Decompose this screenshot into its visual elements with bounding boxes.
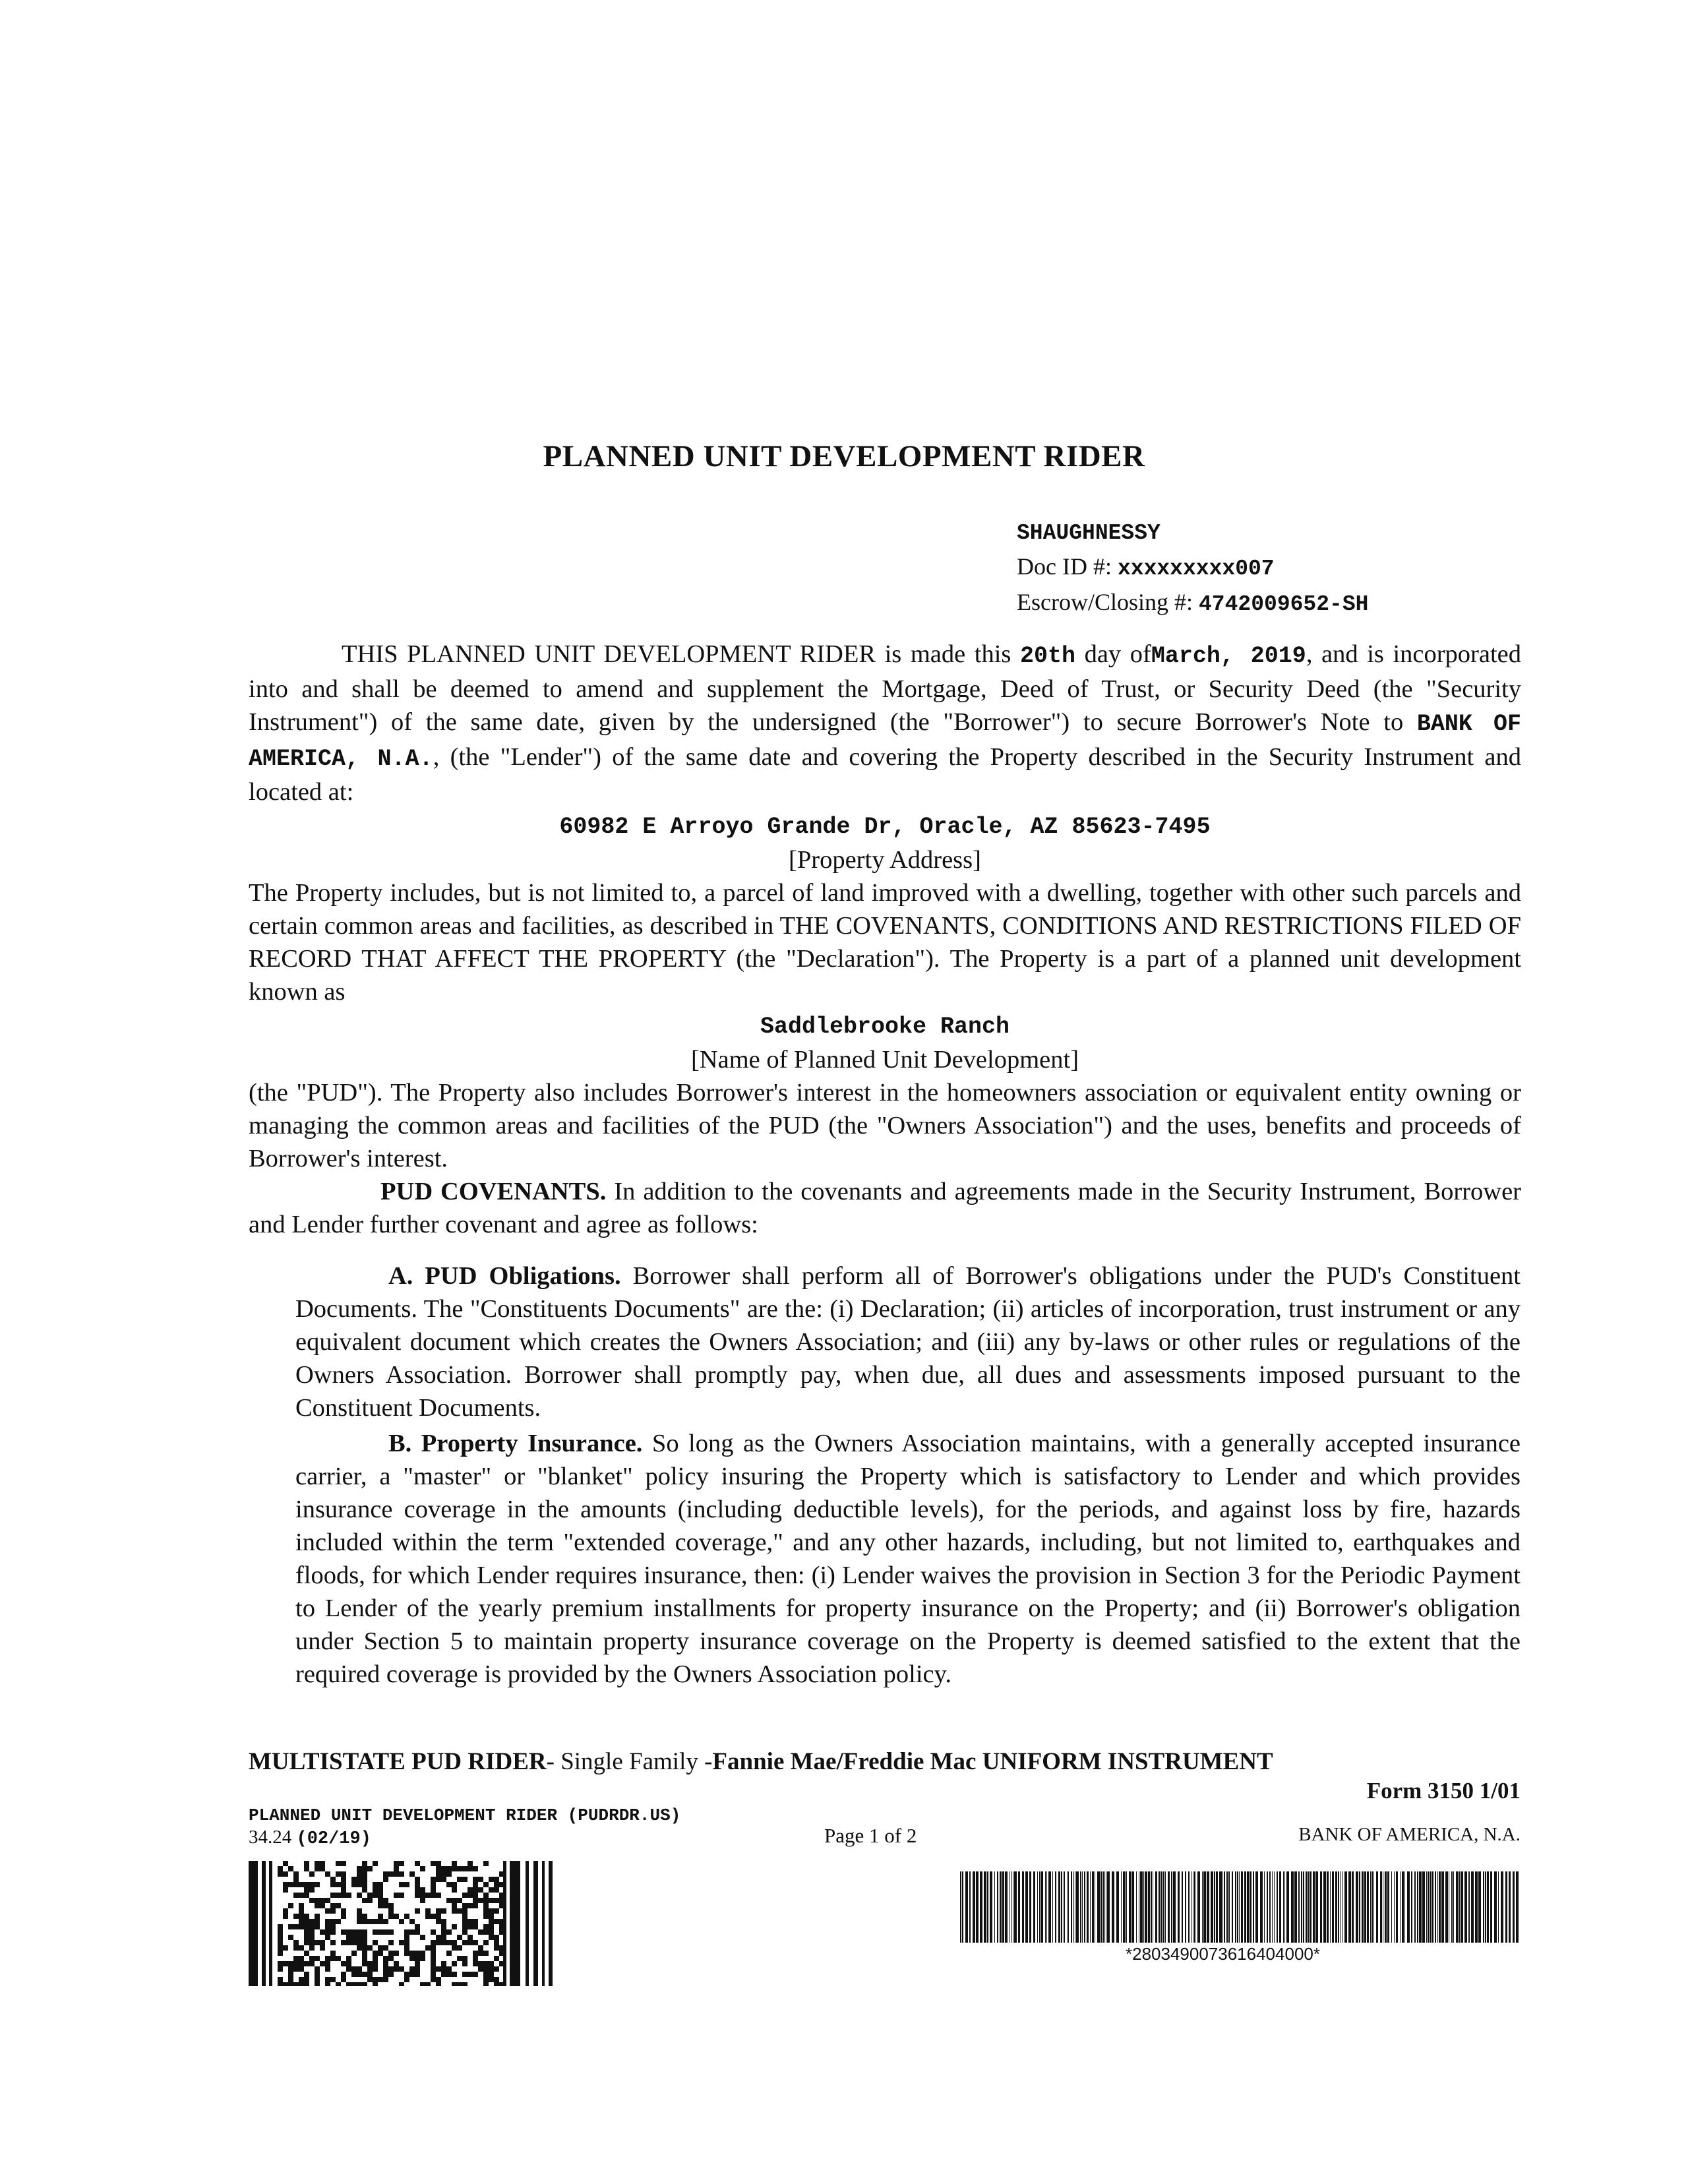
covenants-paragraph: PUD COVENANTS. In addition to the covenants and agreements made in the Security Instrument, Borrower and Lender further covenant and agree as follows: xyxy=(249,1178,1522,1238)
property-address: 60982 E Arroyo Grande Dr, Oracle, AZ 85623-7495 xyxy=(559,814,1211,840)
section-a-heading: A. PUD Obligations. xyxy=(388,1262,621,1290)
barcode-number: *2803490073616404000* xyxy=(1126,1944,1320,1964)
2d-barcode xyxy=(249,1861,555,1986)
escrow-label: Escrow/Closing #: xyxy=(1017,589,1193,615)
section-b-heading: B. Property Insurance. xyxy=(388,1430,643,1457)
borrower-name: SHAUGHNESSY xyxy=(1017,521,1160,545)
doc-id: xxxxxxxxx007 xyxy=(1117,557,1275,581)
rider-body xyxy=(249,638,1521,1241)
rider-month-year: March, 2019 xyxy=(1151,643,1306,669)
section-a: A. PUD Obligations. Borrower shall perform all of Borrower's obligations under the PUD's Constituent Documents. The "Constituents Documents" are the: (i) Declaration; (ii) articles of incorporation, trust instrument or any equivalent document which creates the Owners Association; and (iii) any by-laws or other rules or regulations of the Owners Association. Borrower shall promptly pay, when due, all dues and assessments imposed pursuant to the Constituent Documents. xyxy=(295,1262,1521,1422)
pud-paragraph: (the "PUD"). The Property also includes Borrower's interest in the homeowners association or equivalent entity owning or managing the common areas and facilities of the PUD (the "Owners Association") and the uses, benefits and proceeds of Borrower's interest. xyxy=(249,1079,1521,1172)
document-title: PLANNED UNIT DEVELOPMENT RIDER xyxy=(543,439,1145,473)
multistate-line: MULTISTATE PUD RIDER- Single Family -Fannie Mae/Freddie Mac UNIFORM INSTRUMENT xyxy=(249,1748,1273,1775)
document-header-block xyxy=(1017,514,1368,621)
intro-paragraph: THIS PLANNED UNIT DEVELOPMENT RIDER is made this 20th day ofMarch, 2019, and is incorporated into and shall be deemed to amend and supplement the Mortgage, Deed of Trust, or Security Deed (the "Security Instrument") of the same date, given by the undersigned (the "Borrower") to secure Borrower's Note to BANK OF AMERICA, N.A., (the "Lender") of the same date and covering the Property described in the Security Instrument and located at: xyxy=(249,640,1522,806)
page-number: Page 1 of 2 xyxy=(824,1824,917,1847)
pud-name: Saddlebrooke Ranch xyxy=(760,1014,1010,1040)
lender-name: BANK OF AMERICA, N.A. xyxy=(249,711,1522,772)
section-b: B. Property Insurance. So long as the Owners Association maintains, with a generally accepted insurance carrier, a "master" or "blanket" policy insuring the Property which is satisfactory to Lender and which provides insurance coverage in the amounts (including deductible levels), for the periods, and against loss by fire, hazards included within the term "extended coverage," and any other hazards, including, but not limited to, earthquakes and floods, for which Lender requires insurance, then: (i) Lender waives the provision in Section 3 for the Periodic Payment to Lender of the yearly premium installments for property insurance on the Property; and (ii) Borrower's obligation under Section 5 to maintain property insurance coverage on the Property is deemed satisfied to the extent that the required coverage is provided by the Owners Association policy. xyxy=(295,1430,1521,1688)
linear-barcode xyxy=(960,1871,1522,1943)
bank-footer: BANK OF AMERICA, N.A. xyxy=(1298,1824,1521,1845)
property-description: The Property includes, but is not limited to, a parcel of land improved with a dwelling, together with other such parcels and certain common areas and facilities, as described in THE COVENANTS, CONDITIONS AND RESTRICTIONS FILED OF RECORD THAT AFFECT THE PROPERTY (the "Declaration"). The Property is a part of a planned unit development known as xyxy=(249,879,1521,1006)
covenants-heading: PUD COVENANTS. xyxy=(380,1178,607,1205)
property-address-label: [Property Address] xyxy=(789,846,981,874)
escrow-id: 4742009652-SH xyxy=(1199,592,1369,617)
rider-code: PLANNED UNIT DEVELOPMENT RIDER (PUDRDR.US) xyxy=(249,1805,681,1825)
rider-day: 20th xyxy=(1020,643,1076,669)
covenant-sections xyxy=(295,1259,1521,1691)
doc-id-label: Doc ID #: xyxy=(1017,553,1112,580)
form-number: Form 3150 1/01 xyxy=(1366,1778,1521,1804)
version-line: 34.24 (02/19) xyxy=(249,1827,371,1849)
pud-name-label: [Name of Planned Unit Development] xyxy=(690,1046,1079,1074)
